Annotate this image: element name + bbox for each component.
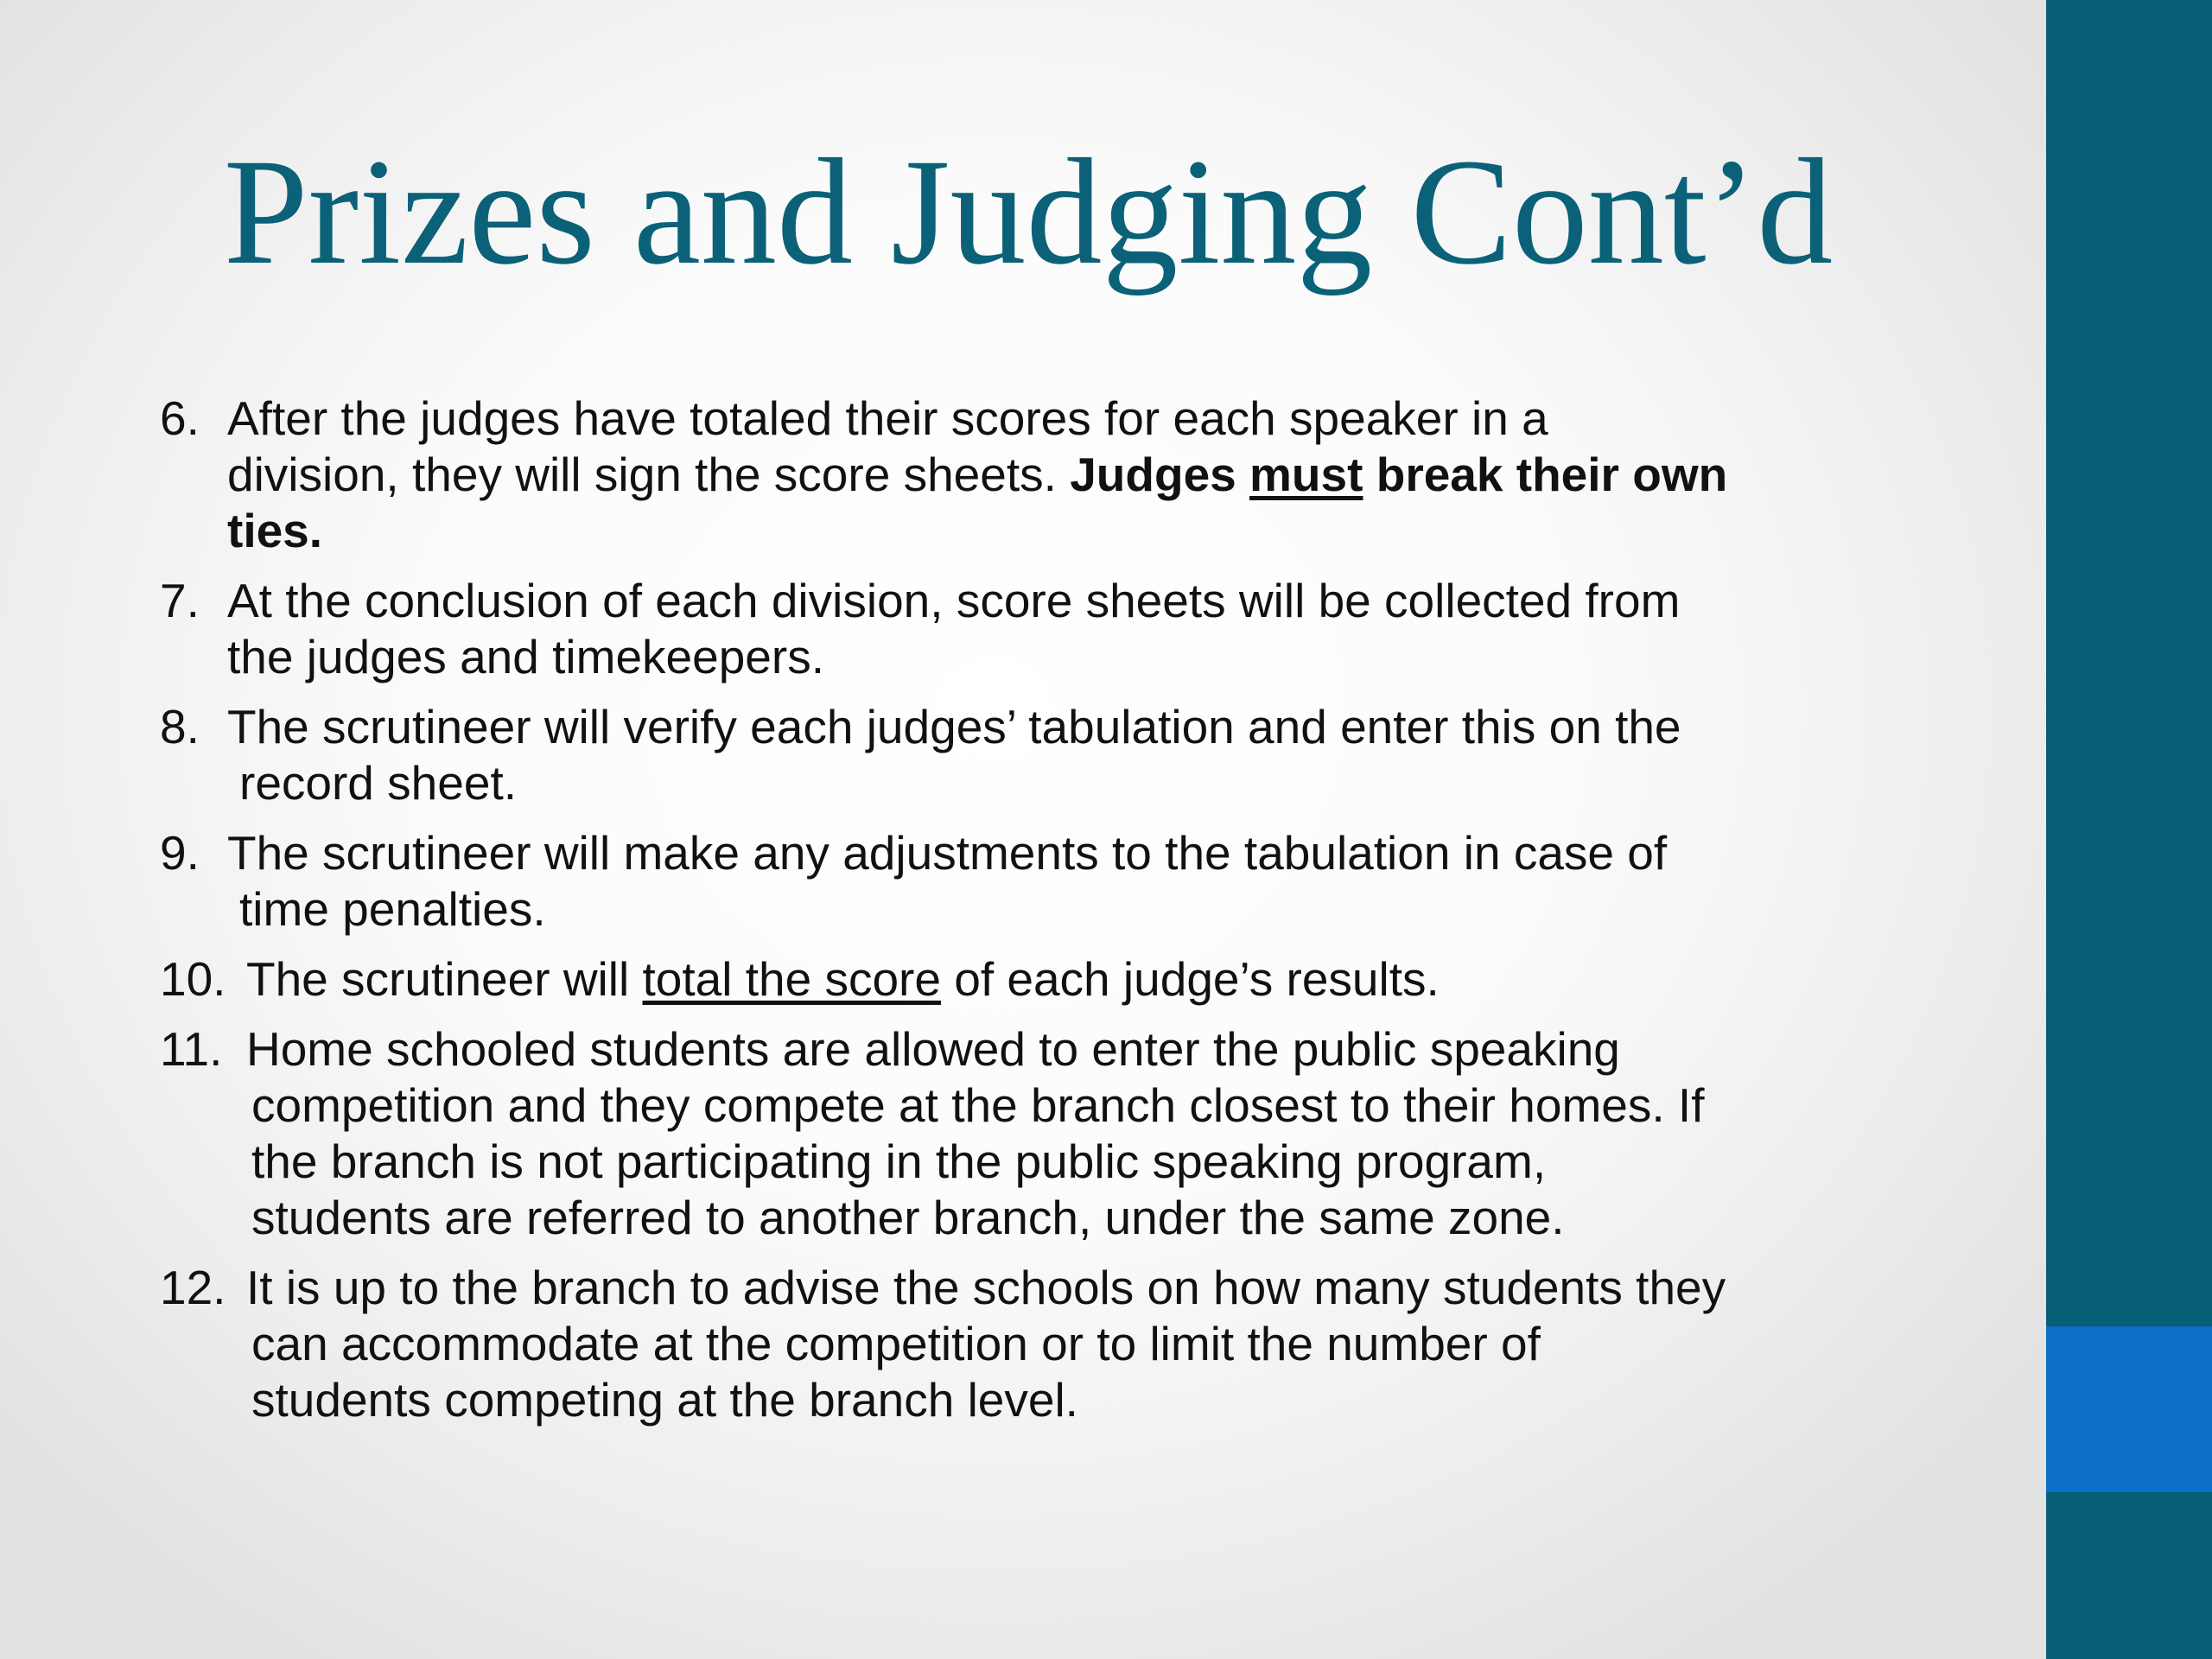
item-number: 7. <box>160 574 200 627</box>
item-line: the judges and timekeepers. <box>227 630 824 683</box>
item-line: can accommodate at the competition or to limit the number of <box>251 1317 1541 1370</box>
item-line: At the conclusion of each division, score sheets will be collected from <box>227 574 1681 627</box>
item-text: of each judge’s results. <box>954 952 1440 1006</box>
item-number: 9. <box>160 826 200 880</box>
list-item-10 <box>160 951 1940 1007</box>
item-line: It is up to the branch to advise the schools on how many students they <box>246 1261 1726 1314</box>
item-number: 10. <box>160 952 226 1006</box>
bold-text: break their own <box>1376 448 1728 501</box>
item-number: 12. <box>160 1261 226 1314</box>
item-line: the branch is not participating in the public speaking program, <box>251 1135 1547 1188</box>
item-line: students competing at the branch level. <box>251 1373 1078 1427</box>
item-number: 6. <box>160 391 200 445</box>
item-line <box>227 447 1940 503</box>
list-item-9 <box>160 825 1940 938</box>
item-line: The scrutineer will verify each judges’ tabulation and enter this on the <box>227 700 1681 753</box>
bold-text: Judges <box>1070 448 1236 501</box>
side-accent-block <box>2046 1326 2212 1492</box>
item-text: division, they will sign the score sheets. <box>227 448 1057 501</box>
item-number: 11. <box>160 1022 223 1076</box>
item-line <box>246 951 1940 1007</box>
slide-title: Prizes and Judging Cont’d <box>223 128 1834 296</box>
underlined-phrase: total the score <box>642 952 941 1006</box>
item-line: After the judges have totaled their scores for each speaker in a <box>227 391 1548 445</box>
underlined-emphasis: must <box>1249 448 1363 501</box>
list-item-7 <box>160 573 1940 685</box>
item-line: students are referred to another branch, under the same zone. <box>251 1191 1565 1244</box>
rules-list <box>160 391 1940 1442</box>
bold-phrase <box>1070 448 1727 501</box>
item-line-bold: ties. <box>227 504 323 557</box>
item-line: The scrutineer will make any adjustments to the tabulation in case of <box>227 826 1668 880</box>
item-line: time penalties. <box>239 882 546 936</box>
list-item-6 <box>160 391 1940 559</box>
list-item-11 <box>160 1021 1940 1246</box>
item-text: The scrutineer will <box>246 952 630 1006</box>
list-item-12 <box>160 1260 1940 1428</box>
item-line: competition and they compete at the branch closest to their homes. If <box>251 1078 1705 1132</box>
item-number: 8. <box>160 700 200 753</box>
item-line: Home schooled students are allowed to enter the public speaking <box>246 1022 1620 1076</box>
item-line: record sheet. <box>239 756 518 810</box>
list-item-8 <box>160 699 1940 811</box>
